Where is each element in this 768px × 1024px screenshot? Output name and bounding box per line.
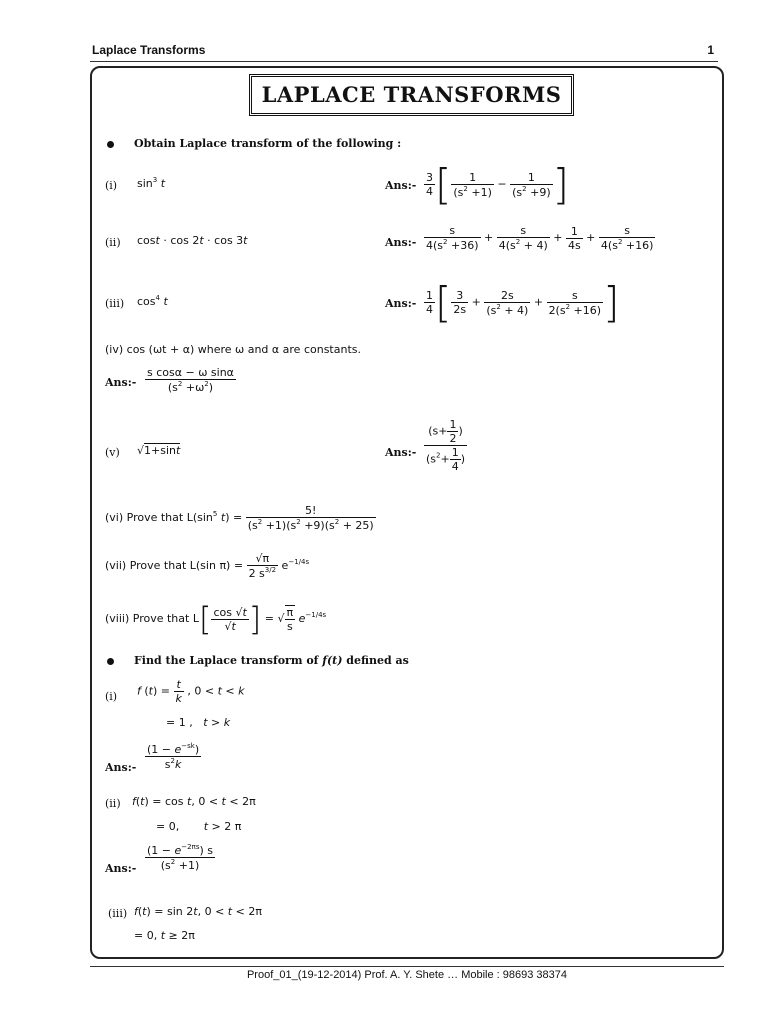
answer-formula: $\frac{3}{4}$ [ $\frac{1}{(s^2 +1)}$ − $\frac{1}{(s^2 +9)}$ ] [426, 160, 570, 209]
item-label: (v) [105, 446, 120, 459]
question-expr: √1+sint [137, 444, 181, 457]
item-label: (iii) [105, 297, 125, 310]
answer-label: Ans:- [385, 236, 417, 249]
bullet-icon [107, 141, 114, 148]
page-number: 1 [707, 43, 714, 57]
answer-formula: $\frac{(1 - e^{-2\pi s}) s}{(s^2 +1)}$ [147, 843, 213, 872]
bullet-icon [107, 658, 114, 665]
answer-label: Ans:- [105, 376, 137, 389]
question-expr: $\cos^4 t$ [137, 294, 168, 308]
item-label: (ii) [105, 797, 121, 810]
answer-label: Ans:- [385, 297, 417, 310]
item-label: (i) [105, 179, 118, 192]
running-header [90, 41, 718, 62]
answer-label: Ans:- [105, 862, 137, 875]
document-title: LAPLACE TRANSFORMS [249, 74, 574, 116]
proof-statement: (viii) Prove that L[ $\frac{\cos √t}{√t}$ ] = √ $\frac{\pi}{s}$ $e^{-1/4s}$ [105, 600, 327, 638]
section-heading-2: Find the Laplace transform of f(t) defined as [134, 654, 409, 667]
piecewise-definition: = 0, t > 2 π [156, 820, 242, 833]
piecewise-definition: f (t) = $\frac{t}{k}$ , 0 < t < k [137, 678, 245, 705]
section-heading-1: Obtain Laplace transform of the following : [134, 137, 402, 150]
question-expr: cost · cos 2t · cos 3t [137, 234, 248, 247]
proof-statement: (vi) Prove that $L(\sin^5$ t) = $\frac{5!}{(s^2 +1)(s^2 +9)(s^2 + 25)}$ [105, 504, 374, 532]
page-footer: Proof_01_(19-12-2014) Prof. A. Y. Shete … Mobile : 98693 38374 [90, 966, 724, 981]
question-expr: (iv) cos (ωt + α) where ω and α are constants. [105, 343, 361, 356]
answer-formula: $\frac{1}{4}$ [ $\frac{3}{2s}$ + $\frac{2s}{(s^2 + 4)}$ + $\frac{s}{2(s^2 +16)}$ ] [426, 278, 620, 327]
item-label: (ii) [105, 236, 121, 249]
header-title: Laplace Transforms [92, 43, 206, 57]
proof-statement: (vii) Prove that L(sin π) = $\frac{√\pi}{2 s^{3/2}}$ $e^{-1/4s}$ [105, 552, 310, 580]
answer-label: Ans:- [385, 179, 417, 192]
answer-formula: $\frac{s}{4(s^2 +36)}$ + $\frac{s}{4(s^2 + 4)}$ + $\frac{1}{4s}$ + $\frac{s}{4(s^2 +16)}$ [426, 224, 654, 252]
piecewise-definition: f(t) = cos t, 0 < t < 2π [132, 795, 256, 808]
item-label: (i) [105, 690, 118, 703]
item-label: (iii) [108, 907, 128, 920]
piecewise-definition: f(t) = sin 2t, 0 < t < 2π [134, 905, 262, 918]
question-expr: $\sin^3 t$ [137, 176, 166, 190]
piecewise-definition: = 1 , t > k [166, 716, 231, 729]
piecewise-definition: = 0, t ≥ 2π [134, 929, 195, 942]
answer-formula: (s+ $\frac{1}{2}$ ) ($s^2+$ $\frac{1}{4}$ ) [426, 418, 466, 473]
answer-label: Ans:- [105, 761, 137, 774]
answer-formula: $\frac{(1 - e^{-sk})}{s^2k}$ [147, 742, 200, 771]
answer-label: Ans:- [385, 446, 417, 459]
answer-formula: $\frac{\text{s cosα − ω sinα}}{(s^2 +\omega^2)}$ [147, 366, 234, 394]
